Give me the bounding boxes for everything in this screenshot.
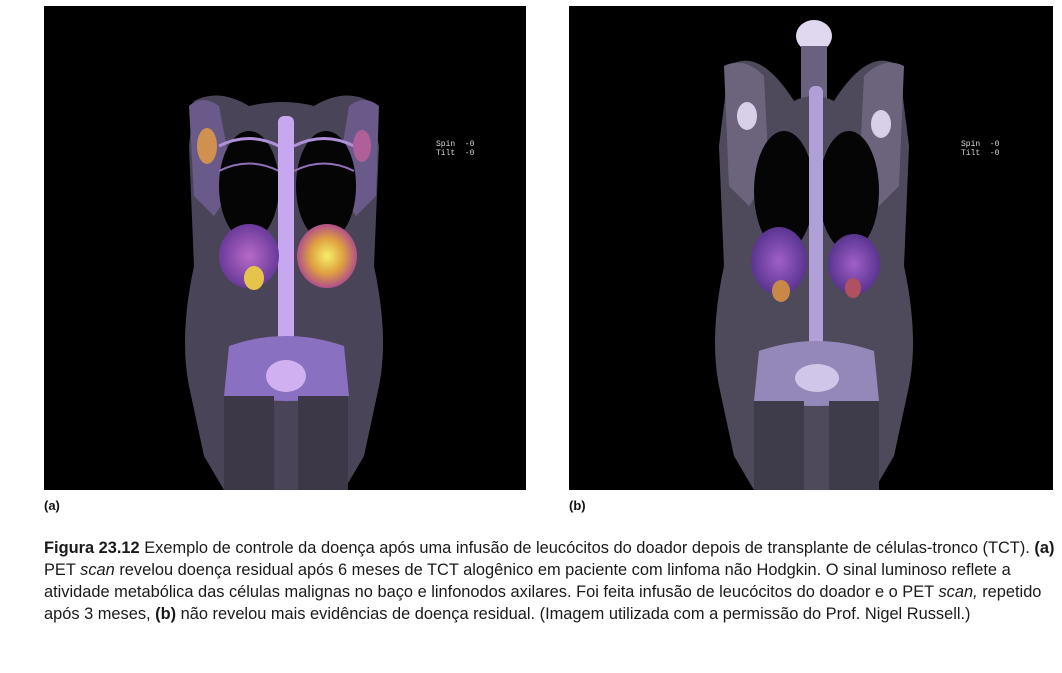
panel-label-a: (a) [44,498,60,513]
spin-readout: Spin -0 [961,140,1000,149]
tilt-readout: Tilt -0 [436,149,475,158]
caption-text-4: repetido após 3 meses, [44,583,1042,623]
figure-label: Figura 23.12 [44,539,140,557]
pet-scan-graphic-a [44,6,526,490]
caption-text-1: Exemplo de controle da doença após uma infusão de leucócitos do doador depois de transplante de células-tronco (TCT). [139,539,1035,557]
caption-marker-b: (b) [155,605,177,623]
scan-overlay-a [436,140,474,158]
caption-scan-1: scan [80,561,115,579]
tilt-readout: Tilt -0 [961,149,1000,158]
pet-scan-image-a [44,6,526,490]
caption-scan-2: scan, [938,583,978,601]
scan-overlay-b [961,140,999,158]
caption-text-5: não revelou mais evidências de doença residual. (Imagem utilizada com a permissão do Prof. Nigel Russell.) [176,605,971,623]
figure-caption [44,537,1056,625]
caption-text-3: revelou doença residual após 6 meses de TCT alogênico em paciente com linfoma não Hodgkin. O sinal luminoso reflete a atividade metabólica das células malignas no baço e linfonodos axilares. Foi feita infusão de leucócitos do doador e o PET [44,561,1011,601]
panel-label-b: (b) [569,498,586,513]
caption-marker-a: (a) [1034,539,1055,557]
pet-scan-image-b [569,6,1053,490]
caption-text-2: PET [44,561,81,579]
spin-readout: Spin -0 [436,140,475,149]
pet-scan-graphic-b [569,6,1053,490]
